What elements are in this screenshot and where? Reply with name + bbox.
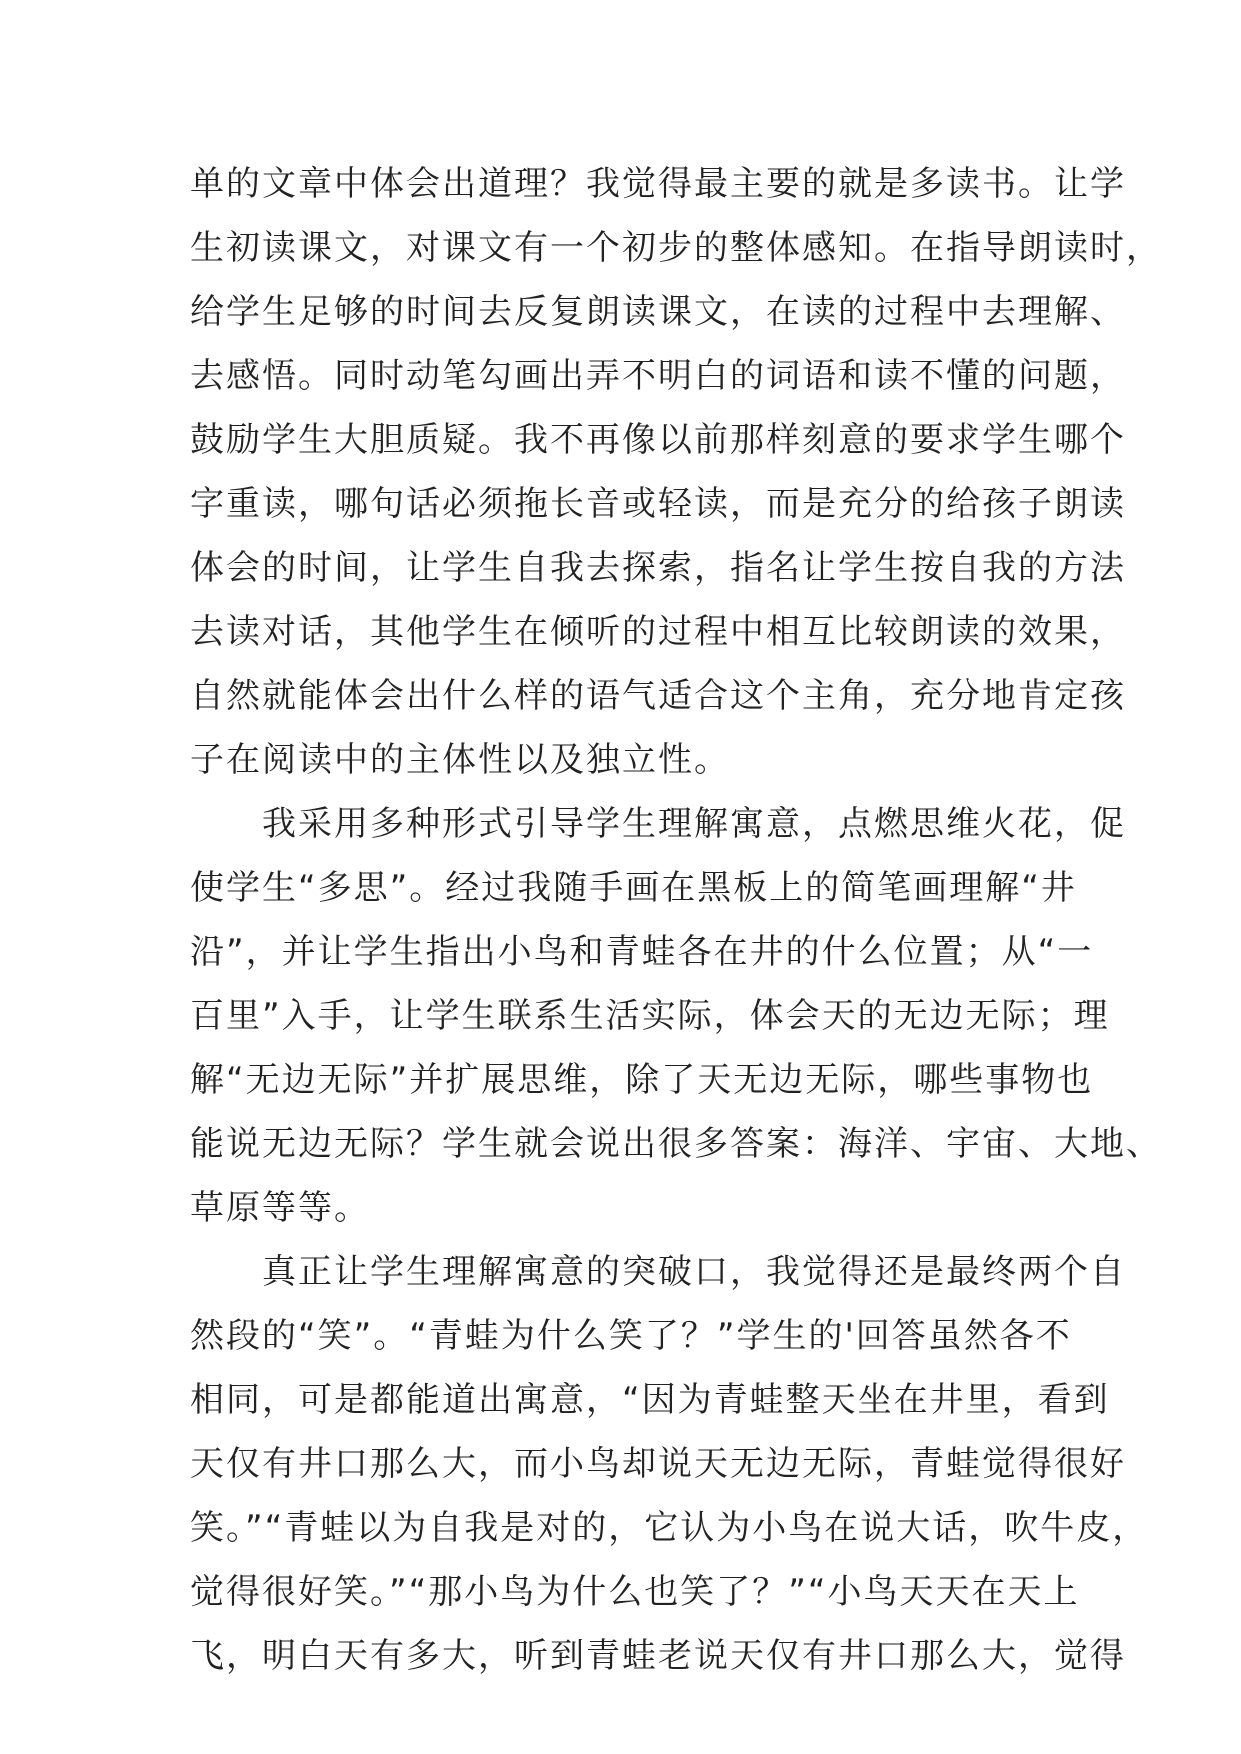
text-line: 解“无边无际”并扩展思维，除了天无边无际，哪些事物也 (190, 1060, 1094, 1100)
text-line: 子在阅读中的主体性以及独立性。 (190, 740, 730, 780)
text-line: 生初读课文，对课文有一个初步的整体感知。在指导朗读时， (190, 228, 1162, 268)
text-line: 觉得很好笑。”“那小鸟为什么也笑了？”“小鸟天天在天上 (190, 1572, 1080, 1612)
text-line-indented: 我采用多种形式引导学生理解寓意，点燃思维火花，促 (262, 804, 1126, 844)
text-line: 单的文章中体会出道理？我觉得最主要的就是多读书。让学 (190, 164, 1126, 204)
text-line: 体会的时间，让学生自我去探索，指名让学生按自我的方法 (190, 548, 1126, 588)
paragraph-2 (190, 792, 1162, 1240)
text-line: 沿”，并让学生指出小鸟和青蛙各在井的什么位置；从“一 (190, 932, 1094, 972)
document-body (190, 152, 1162, 1688)
text-line: 去读对话，其他学生在倾听的过程中相互比较朗读的效果， (190, 612, 1126, 652)
text-line: 笑。”“青蛙以为自我是对的，它认为小鸟在说大话，吹牛皮， (190, 1508, 1149, 1548)
text-line: 相同，可是都能道出寓意，“因为青蛙整天坐在井里，看到 (190, 1380, 1110, 1420)
text-line: 给学生足够的时间去反复朗读课文，在读的过程中去理解、 (190, 292, 1126, 332)
text-line: 飞，明白天有多大，听到青蛙老说天仅有井口那么大，觉得 (190, 1636, 1126, 1676)
paragraph-3 (190, 1240, 1149, 1688)
text-line: 草原等等。 (190, 1188, 370, 1228)
text-line: 天仅有井口那么大，而小鸟却说天无边无际，青蛙觉得很好 (190, 1444, 1126, 1484)
text-line: 鼓励学生大胆质疑。我不再像以前那样刻意的要求学生哪个 (190, 420, 1126, 460)
text-line: 使学生“多思”。经过我随手画在黑板上的简笔画理解“井 (190, 868, 1077, 908)
paragraph-1 (190, 152, 1162, 792)
text-line-indented: 真正让学生理解寓意的突破口，我觉得还是最终两个自 (262, 1252, 1126, 1292)
text-line: 能说无边无际？学生就会说出很多答案：海洋、宇宙、大地、 (190, 1124, 1162, 1164)
text-line: 百里”入手，让学生联系生活实际，体会天的无边无际；理 (190, 996, 1110, 1036)
text-line: 字重读，哪句话必须拖长音或轻读，而是充分的给孩子朗读 (190, 484, 1126, 524)
text-line: 去感悟。同时动笔勾画出弄不明白的词语和读不懂的问题， (190, 356, 1126, 396)
text-line: 然段的“笑”。“青蛙为什么笑了？”学生的'回答虽然各不 (190, 1316, 1072, 1356)
text-line: 自然就能体会出什么样的语气适合这个主角，充分地肯定孩 (190, 676, 1126, 716)
